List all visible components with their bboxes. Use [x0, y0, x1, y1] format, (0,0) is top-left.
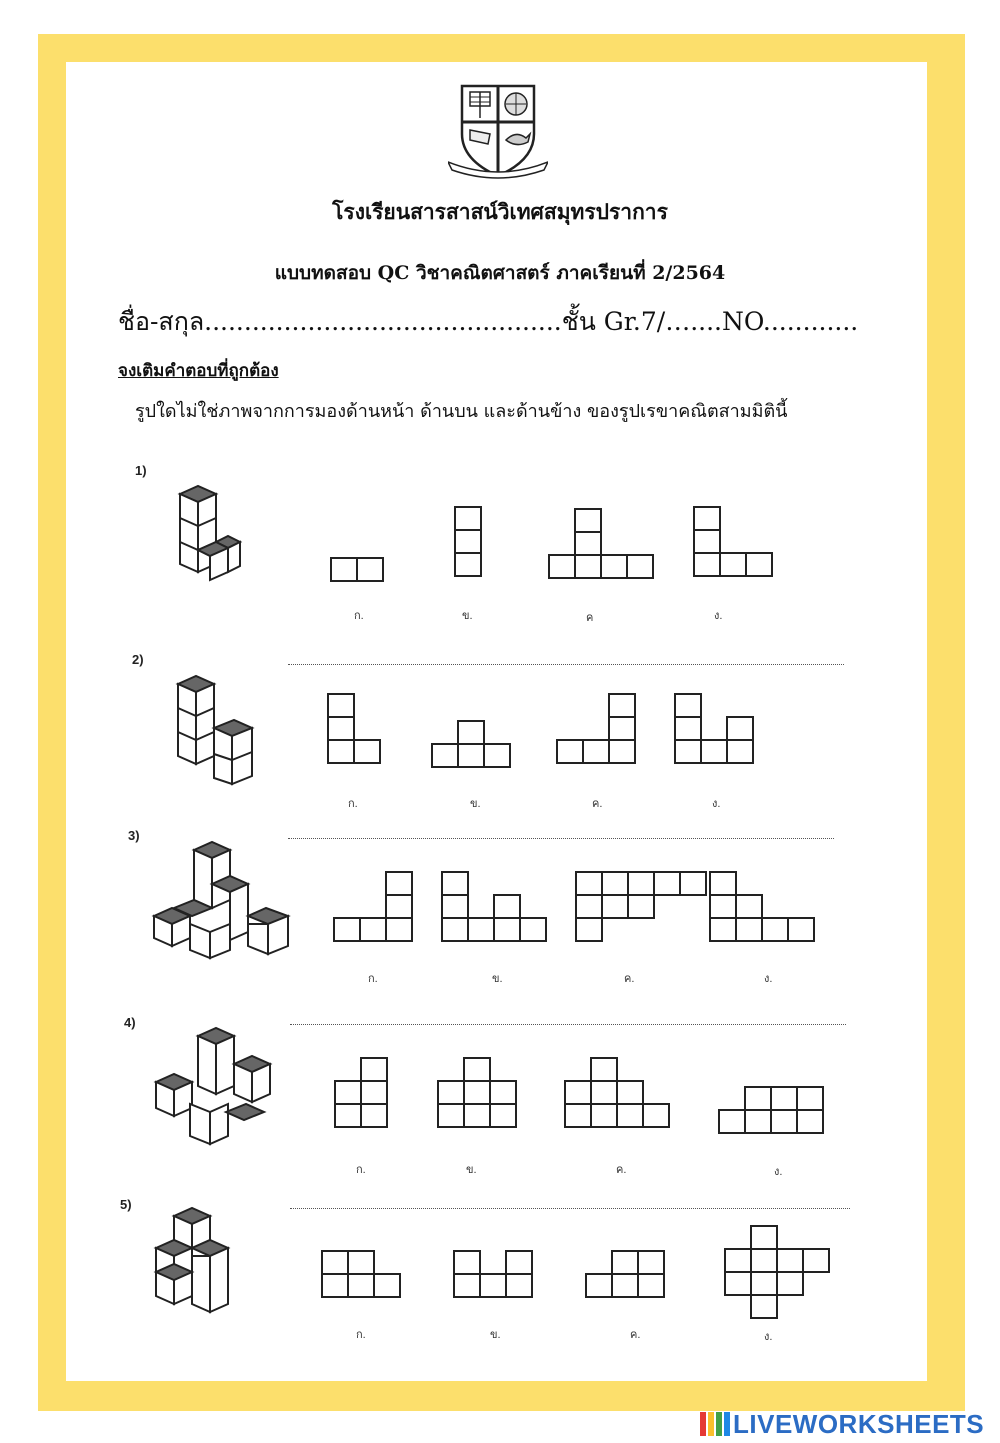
grid-square [642, 1103, 670, 1128]
grid-square [637, 1273, 665, 1298]
school-crest-logo [448, 82, 548, 182]
grid-square [457, 743, 485, 768]
answer-line[interactable] [288, 838, 834, 839]
choice-label: ข. [466, 1164, 477, 1176]
liveworksheets-brand [700, 1407, 984, 1441]
choice-label: ค. [624, 973, 635, 985]
grid-square [463, 1057, 491, 1082]
choice-label: ง. [712, 798, 721, 810]
grid-square [719, 552, 747, 577]
grid-square [674, 739, 702, 764]
grid-square [608, 693, 636, 718]
grid-square [574, 554, 602, 579]
grid-square [600, 554, 628, 579]
grid-square [575, 894, 603, 919]
grid-square [608, 739, 636, 764]
school-name: โรงเรียนสารสาสน์วิเทศสมุทรปราการ [332, 199, 668, 224]
choice-label: ง. [714, 610, 723, 622]
grid-square [724, 1248, 752, 1273]
grid-square [463, 1103, 491, 1128]
instruction-heading: จงเติมคำตอบที่ถูกต้อง [118, 361, 279, 381]
grid-square [653, 871, 681, 896]
grid-square [457, 720, 485, 745]
grid-square [441, 871, 469, 896]
grid-square [750, 1248, 778, 1273]
grid-square [718, 1109, 746, 1134]
grid-square [327, 693, 355, 718]
grid-square [616, 1080, 644, 1105]
grid-square [347, 1273, 375, 1298]
grid-square [608, 716, 636, 741]
grid-square [441, 917, 469, 942]
grid-square [489, 1080, 517, 1105]
grid-square [611, 1273, 639, 1298]
grid-square [505, 1250, 533, 1275]
isometric-cube-figure [152, 1206, 237, 1316]
grid-square [724, 1271, 752, 1296]
grid-square [441, 894, 469, 919]
grid-square [454, 529, 482, 554]
isometric-cube-figure [170, 670, 260, 790]
choice-label: ก. [348, 798, 358, 810]
grid-square [437, 1103, 465, 1128]
choice-label: ข. [492, 973, 503, 985]
question-number: 5) [120, 1197, 132, 1212]
grid-square [590, 1103, 618, 1128]
choice-label: ก. [354, 610, 364, 622]
grid-square [467, 917, 495, 942]
grid-square [693, 506, 721, 531]
choice-label: ก. [356, 1329, 366, 1341]
answer-line[interactable] [290, 1024, 846, 1025]
grid-square [334, 1103, 362, 1128]
grid-square [611, 1250, 639, 1275]
grid-square [709, 894, 737, 919]
grid-square [431, 743, 459, 768]
grid-square [360, 1057, 388, 1082]
grid-square [601, 894, 629, 919]
choice-label: ข. [470, 798, 481, 810]
brand-text: LIVEWORKSHEETS [733, 1408, 985, 1439]
isometric-cube-figure [176, 482, 246, 592]
choice-label: ง. [764, 1331, 773, 1343]
grid-square [453, 1250, 481, 1275]
grid-square [627, 894, 655, 919]
grid-square [327, 716, 355, 741]
grid-square [750, 1271, 778, 1296]
grid-square [489, 1103, 517, 1128]
grid-square [693, 552, 721, 577]
grid-square [353, 739, 381, 764]
answer-line[interactable] [288, 664, 844, 665]
grid-square [564, 1103, 592, 1128]
question-number: 3) [128, 828, 140, 843]
grid-square [674, 693, 702, 718]
grid-square [359, 917, 387, 942]
grid-square [726, 716, 754, 741]
grid-square [347, 1250, 375, 1275]
choice-label: ง. [774, 1166, 783, 1178]
grid-square [548, 554, 576, 579]
grid-square [627, 871, 655, 896]
grid-square [802, 1248, 830, 1273]
grid-square [770, 1109, 798, 1134]
grid-square [745, 552, 773, 577]
grid-square [575, 871, 603, 896]
grid-square [453, 1273, 481, 1298]
grid-square [334, 1080, 362, 1105]
grid-square [726, 739, 754, 764]
choice-label: ง. [764, 973, 773, 985]
choice-label: ค. [630, 1329, 641, 1341]
grid-square [735, 894, 763, 919]
grid-square [574, 508, 602, 533]
choice-label: ข. [490, 1329, 501, 1341]
choice-label: ค. [616, 1164, 627, 1176]
grid-square [750, 1294, 778, 1319]
isometric-cube-figure [150, 840, 295, 965]
grid-square [761, 917, 789, 942]
grid-square [744, 1086, 772, 1111]
question-prompt: รูปใดไม่ใช่ภาพจากการมองด้านหน้า ด้านบน และด้านข้าง ของรูปเรขาคณิตสามมิตินี้ [135, 401, 788, 422]
grid-square [574, 531, 602, 556]
choice-label: ก. [368, 973, 378, 985]
grid-square [770, 1086, 798, 1111]
choice-label: ค [586, 612, 594, 624]
grid-square [373, 1273, 401, 1298]
question-number: 2) [132, 652, 144, 667]
grid-square [330, 557, 358, 582]
grid-square [787, 917, 815, 942]
grid-square [327, 739, 355, 764]
grid-square [637, 1250, 665, 1275]
grid-square [519, 917, 547, 942]
grid-square [674, 716, 702, 741]
grid-square [601, 871, 629, 896]
grid-square [796, 1109, 824, 1134]
grid-square [437, 1080, 465, 1105]
exam-title: แบบทดสอบ QC วิชาคณิตศาสตร์ ภาคเรียนที่ 2/2564 [274, 262, 726, 284]
liveworksheets-logo-icon [700, 1412, 730, 1436]
grid-square [575, 917, 603, 942]
choice-label: ค. [592, 798, 603, 810]
grid-square [626, 554, 654, 579]
grid-square [585, 1273, 613, 1298]
choice-label: ก. [356, 1164, 366, 1176]
choice-label: ข. [462, 610, 473, 622]
grid-square [556, 739, 584, 764]
answer-line[interactable] [290, 1208, 850, 1209]
grid-square [744, 1109, 772, 1134]
grid-square [493, 894, 521, 919]
grid-square [564, 1080, 592, 1105]
grid-square [454, 552, 482, 577]
grid-square [590, 1080, 618, 1105]
grid-square [385, 871, 413, 896]
grid-square [750, 1225, 778, 1250]
grid-square [333, 917, 361, 942]
grid-square [356, 557, 384, 582]
grid-square [360, 1103, 388, 1128]
question-number: 4) [124, 1015, 136, 1030]
grid-square [616, 1103, 644, 1128]
grid-square [454, 506, 482, 531]
question-number: 1) [135, 463, 147, 478]
grid-square [709, 917, 737, 942]
grid-square [776, 1271, 804, 1296]
grid-square [735, 917, 763, 942]
isometric-cube-figure [150, 1024, 280, 1154]
grid-square [483, 743, 511, 768]
grid-square [479, 1273, 507, 1298]
grid-square [385, 894, 413, 919]
grid-square [321, 1250, 349, 1275]
grid-square [679, 871, 707, 896]
grid-square [776, 1248, 804, 1273]
grid-square [493, 917, 521, 942]
grid-square [321, 1273, 349, 1298]
grid-square [582, 739, 610, 764]
grid-square [709, 871, 737, 896]
grid-square [796, 1086, 824, 1111]
grid-square [700, 739, 728, 764]
grid-square [505, 1273, 533, 1298]
grid-square [463, 1080, 491, 1105]
grid-square [385, 917, 413, 942]
grid-square [590, 1057, 618, 1082]
name-class-number-field[interactable]: ชื่อ-สกุล.............................................ชั้น Gr.7/…....NO............ [118, 307, 859, 336]
grid-square [693, 529, 721, 554]
grid-square [360, 1080, 388, 1105]
